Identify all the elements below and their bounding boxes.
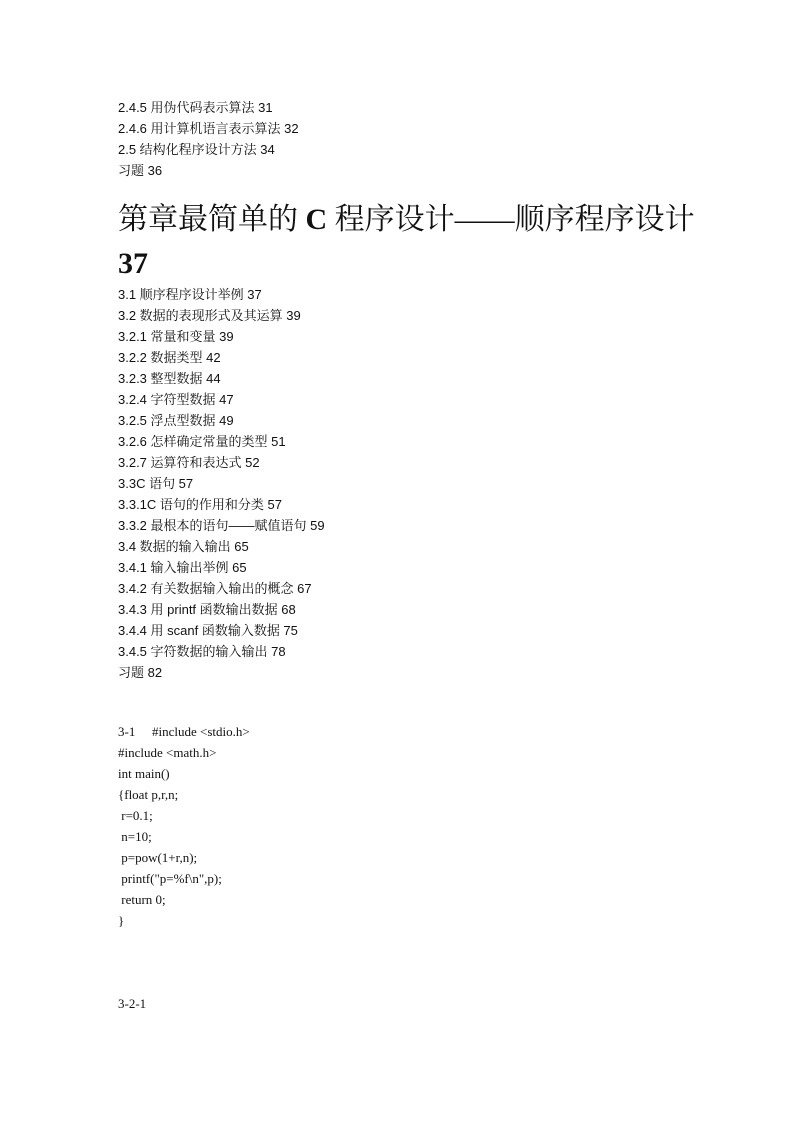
toc-entry: 2.5 结构化程序设计方法 34 xyxy=(118,142,275,157)
chapter-heading-page: 37 xyxy=(118,247,148,280)
toc-entry: 3.3C 语句 57 xyxy=(118,476,194,491)
toc-entry: 3.2.6 怎样确定常量的类型 51 xyxy=(118,434,286,449)
code-listing xyxy=(118,721,250,931)
code-line: n=10; xyxy=(118,829,152,844)
code-line-text: #include <stdio.h> xyxy=(152,724,250,739)
toc-entry: 3.1 顺序程序设计举例 37 xyxy=(118,287,262,302)
chapter-heading-c: C xyxy=(305,203,328,236)
toc-entry: 3.2.5 浮点型数据 49 xyxy=(118,413,234,428)
chapter-heading-part1: 第章最简单的 xyxy=(118,203,306,236)
code-line: #include <math.h> xyxy=(118,745,217,760)
toc-entry: 3.2.7 运算符和表达式 52 xyxy=(118,455,260,470)
chapter-heading-part3: 程序设计——顺序程序设计 xyxy=(327,203,695,236)
toc-entry: 3.4.4 用 scanf 函数输入数据 75 xyxy=(118,623,298,638)
toc-entry: 3.4.3 用 printf 函数输出数据 68 xyxy=(118,602,296,617)
code-line: r=0.1; xyxy=(118,808,153,823)
code-line: int main() xyxy=(118,766,170,781)
toc-section-2-list xyxy=(118,97,299,181)
code-line: {float p,r,n; xyxy=(118,787,179,802)
toc-entry: 3.3.1C 语句的作用和分类 57 xyxy=(118,497,282,512)
toc-entry: 3.2 数据的表现形式及其运算 39 xyxy=(118,308,301,323)
code-line: printf("p=%f\n",p); xyxy=(118,871,222,886)
code-label: 3-1 xyxy=(118,724,136,739)
chapter-heading xyxy=(118,198,698,286)
next-section-label: 3-2-1 xyxy=(118,996,147,1011)
toc-entry: 2.4.5 用伪代码表示算法 31 xyxy=(118,100,273,115)
toc-entry: 3.3.2 最根本的语句——赋值语句 59 xyxy=(118,518,325,533)
toc-entry: 3.2.3 整型数据 44 xyxy=(118,371,221,386)
code-line: } xyxy=(118,913,125,928)
toc-section-3-list xyxy=(118,284,325,683)
toc-entry: 3.4.5 字符数据的输入输出 78 xyxy=(118,644,286,659)
toc-entry: 3.2.1 常量和变量 39 xyxy=(118,329,234,344)
code-line: return 0; xyxy=(118,892,166,907)
code-line: p=pow(1+r,n); xyxy=(118,850,198,865)
toc-entry: 3.4 数据的输入输出 65 xyxy=(118,539,249,554)
code-line xyxy=(118,721,250,742)
toc-entry: 习题 36 xyxy=(118,163,163,178)
toc-entry: 习题 82 xyxy=(118,665,163,680)
toc-entry: 3.2.2 数据类型 42 xyxy=(118,350,221,365)
toc-entry: 3.4.1 输入输出举例 65 xyxy=(118,560,247,575)
toc-entry: 3.4.2 有关数据输入输出的概念 67 xyxy=(118,581,312,596)
toc-entry: 3.2.4 字符型数据 47 xyxy=(118,392,234,407)
toc-entry: 2.4.6 用计算机语言表示算法 32 xyxy=(118,121,299,136)
